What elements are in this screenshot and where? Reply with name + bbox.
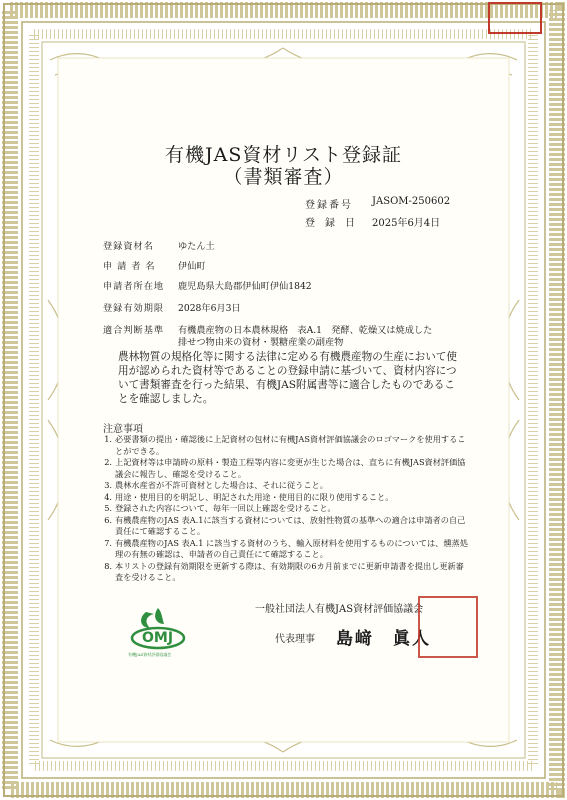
note-text: 有機農産物のJAS 表A.1に該当する資材については、放射性物質の基準への適合は申請者の自己責任にて確認すること。 (115, 514, 466, 536)
notes-list (98, 434, 470, 584)
note-text: 有機農産物のJAS 表A.1 に該当する資材のうち、輸入原材料を使用するものについては、燻蒸処理の有無の確認は、申請者の自己責任にて確認すること。 (115, 537, 468, 559)
note-text: 本リストの登録有効期限を更新する際は、有効期限の6カ月前までに更新申請書を提出し更新審査を受けること。 (115, 560, 464, 582)
note-number: 2. (104, 457, 112, 467)
note-item (98, 515, 470, 538)
omj-logo (128, 604, 188, 664)
note-item (98, 480, 470, 492)
field-value-applicant: 伊仙町 (178, 261, 206, 272)
note-item (98, 538, 470, 561)
note-number: 1. (104, 434, 112, 444)
omj-logo-caption: 有機JAS資材評価協議会 (128, 652, 172, 657)
reg-date-value: 2025年6月4日 (372, 218, 441, 229)
note-item (98, 503, 470, 515)
issuer-rep-title: 代表理事 (275, 634, 315, 645)
reg-date-label: 登 録 日 (305, 218, 355, 229)
omj-logo-text: OMJ (142, 630, 174, 646)
note-text: 登録された内容について、毎年一回以上確認を受けること。 (115, 503, 336, 513)
certificate-subtitle: （書類審査） (223, 166, 344, 188)
field-value-criteria: 有機農産物の日本農林規格 表A.1 発酵、乾燥又は焼成した (178, 325, 433, 336)
certification-statement: 農林物質の規格化等に関する法律に定める有機農産物の生産において使用が認められた資材等であることの登録申請に基づいて、資材内容について書類審査を行った結果、有機JAS附属書等に適合したものであることを確認しました。 (118, 351, 457, 405)
field-label-applicant: 申 請 者 名 (103, 261, 156, 272)
field-value-expiry: 2028年6月3日 (178, 303, 241, 314)
note-number: 8. (104, 560, 112, 571)
field-label-address: 申請者所在地 (103, 281, 165, 292)
note-number: 3. (104, 480, 112, 490)
note-text: 用途・使用目的を明記し、明記された用途・使用目的に限り使用すること。 (115, 491, 394, 502)
note-number: 5. (104, 503, 112, 513)
reg-no-value: JASOM-250602 (372, 196, 451, 207)
field-label-criteria: 適合判断基準 (103, 325, 165, 336)
field-value-material: ゆたん土 (178, 241, 215, 252)
issuer-rep-name: 島﨑 眞人 (336, 629, 431, 649)
field-value-address: 鹿児島県大島郡伊仙町伊仙1842 (178, 281, 312, 292)
note-item (98, 561, 470, 584)
official-seal-stamp (418, 596, 478, 658)
reg-no-label: 登録番号 (305, 200, 353, 211)
issuer-organization: 一般社団法人有機JAS資材評価協議会 (255, 604, 424, 615)
field-label-material: 登録資材名 (103, 241, 154, 252)
note-item (98, 434, 470, 457)
note-item (98, 492, 470, 504)
certificate-title: 有機JAS資材リスト登録証 (165, 144, 402, 166)
note-number: 4. (104, 491, 112, 502)
note-text: 必要書類の提出・確認後に上記資材の包材に有機JAS資材評価協議会のロゴマークを使用することができる。 (115, 434, 466, 456)
note-number: 7. (104, 537, 112, 548)
note-item (98, 457, 470, 480)
notes-heading: 注意事項 (103, 424, 143, 435)
field-value-criteria-line2: 排せつ物由来の資材・製糖産業の副産物 (178, 337, 344, 348)
note-text: 農林水産省が不許可資材とした場合は、それに従うこと。 (115, 480, 328, 490)
note-number: 6. (104, 514, 112, 525)
note-text: 上記資材等は申請時の原料・製造工程等内容に変更が生じた場合は、直ちに有機JAS資材評価協議会に報告し、確認を受けること。 (115, 457, 466, 479)
field-label-expiry: 登録有効期限 (103, 303, 165, 314)
top-seal-stamp (488, 2, 542, 34)
